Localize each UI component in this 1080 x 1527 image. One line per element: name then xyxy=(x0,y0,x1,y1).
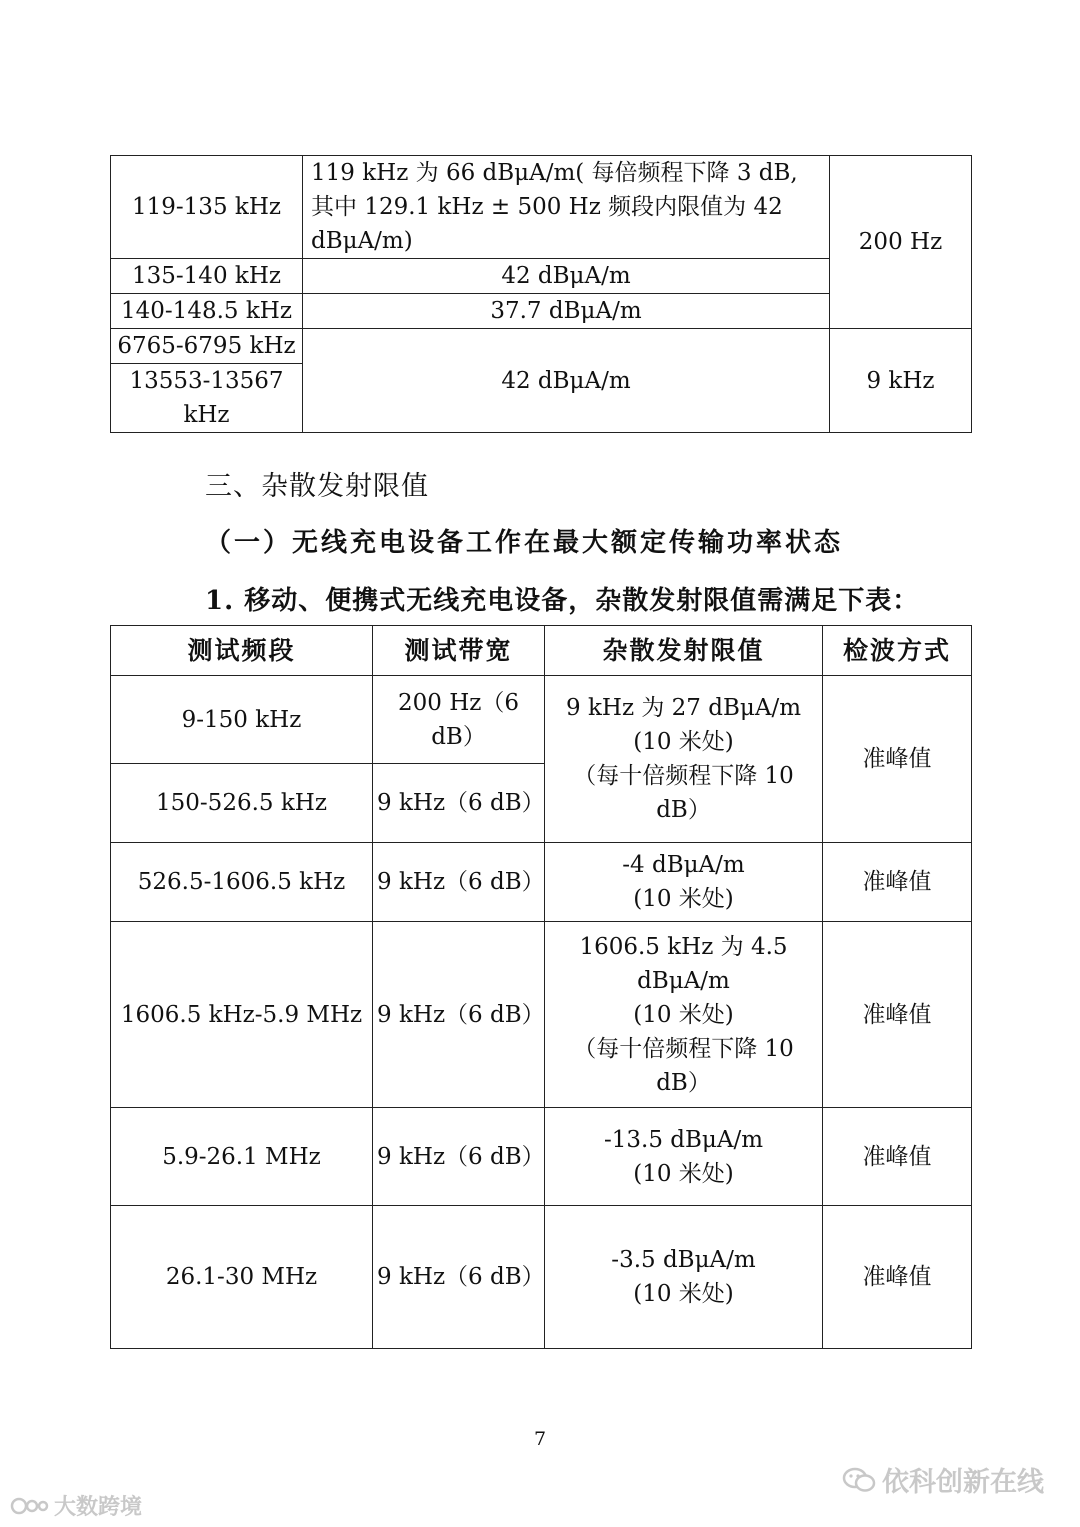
limit-line: 其中 129.1 kHz ± 500 Hz 频段内限值为 42 xyxy=(311,194,783,220)
watermark-left xyxy=(10,1490,142,1521)
table1-cell-band: 140-148.5 kHz xyxy=(111,294,303,329)
limit-line: dBμA/m xyxy=(637,967,730,994)
table1-cell-bandwidth: 9 kHz xyxy=(830,329,972,433)
cell-bandwidth: 9 kHz（6 dB） xyxy=(373,764,545,843)
table1-cell-limit: 42 dBμA/m xyxy=(303,259,830,294)
spurious-emission-limit-table xyxy=(110,625,972,1349)
limit-line: -3.5 dBμA/m xyxy=(611,1247,756,1273)
table1-cell-band xyxy=(111,364,303,433)
cell-limit xyxy=(545,1108,823,1206)
table-row xyxy=(111,1206,972,1349)
table1-cell-band: 135-140 kHz xyxy=(111,259,303,294)
table-row xyxy=(111,1108,972,1206)
wechat-icon xyxy=(842,1466,876,1494)
cell-band: 150-526.5 kHz xyxy=(111,764,373,843)
cell-bandwidth xyxy=(373,676,545,764)
limit-line: （每十倍频程下降 10 xyxy=(573,1035,794,1062)
table-row xyxy=(111,843,972,922)
limit-line: -13.5 dBμA/m xyxy=(603,1126,764,1153)
band-line: 13553-13567 xyxy=(129,368,284,394)
cell-limit xyxy=(545,922,823,1108)
limit-line: -4 dBμA/m xyxy=(622,852,745,878)
page-number: 7 xyxy=(533,1428,547,1450)
limit-line: dB） xyxy=(656,1069,711,1096)
table1-cell-limit xyxy=(303,156,830,259)
cell-band: 26.1-30 MHz xyxy=(111,1206,373,1349)
cell-detector: 准峰值 xyxy=(823,1108,972,1206)
watermark-right xyxy=(842,1460,1044,1499)
table-row xyxy=(111,676,972,764)
limit-line: (10 米处) xyxy=(633,1001,734,1028)
cell-limit xyxy=(545,1206,823,1349)
band-line: kHz xyxy=(183,402,230,428)
cell-limit xyxy=(545,843,823,922)
cell-detector: 准峰值 xyxy=(823,922,972,1108)
section-heading: 三、杂散发射限值 xyxy=(205,471,429,502)
cell-band: 5.9-26.1 MHz xyxy=(111,1108,373,1206)
table-header-row xyxy=(111,626,972,676)
bandwidth-line: 200 Hz（6 xyxy=(397,689,520,716)
item-heading: 1. 移动、便携式无线充电设备，杂散发射限值需满足下表： xyxy=(205,586,920,616)
cell-band: 9-150 kHz xyxy=(111,676,373,764)
cell-detector: 准峰值 xyxy=(823,843,972,922)
header-spurious-limit: 杂散发射限值 xyxy=(545,626,823,676)
header-detector: 检波方式 xyxy=(823,626,972,676)
limit-line: (10 米处) xyxy=(633,1160,734,1187)
cell-bandwidth: 9 kHz（6 dB） xyxy=(373,843,545,922)
limit-line: (10 米处) xyxy=(633,729,734,755)
limit-line: (10 米处) xyxy=(633,1281,734,1307)
cell-bandwidth: 9 kHz（6 dB） xyxy=(373,1206,545,1349)
limit-line: 9 kHz 为 27 dBμA/m xyxy=(566,695,801,721)
limit-line: dBμA/m) xyxy=(311,228,413,254)
limit-line: (10 米处) xyxy=(633,886,734,912)
header-test-band: 测试频段 xyxy=(111,626,373,676)
limit-line: 1606.5 kHz 为 4.5 xyxy=(579,933,788,960)
cell-band: 1606.5 kHz-5.9 MHz xyxy=(111,922,373,1108)
cell-detector: 准峰值 xyxy=(823,1206,972,1349)
frequency-limit-table-continued xyxy=(110,155,972,433)
table1-cell-limit: 42 dBμA/m xyxy=(303,329,830,433)
brand-logo-icon xyxy=(10,1495,50,1517)
table1-cell-band: 119-135 kHz xyxy=(111,156,303,259)
table1-cell-bandwidth: 200 Hz xyxy=(830,156,972,329)
cell-band: 526.5-1606.5 kHz xyxy=(111,843,373,922)
limit-line: dB） xyxy=(656,797,711,823)
limit-line: （每十倍频程下降 10 xyxy=(573,763,794,789)
table1-cell-band: 6765-6795 kHz xyxy=(111,329,303,364)
bandwidth-line: dB） xyxy=(431,723,486,750)
cell-limit xyxy=(545,676,823,843)
table-row xyxy=(111,922,972,1108)
cell-bandwidth: 9 kHz（6 dB） xyxy=(373,922,545,1108)
cell-detector: 准峰值 xyxy=(823,676,972,843)
header-test-bandwidth: 测试带宽 xyxy=(373,626,545,676)
cell-bandwidth: 9 kHz（6 dB） xyxy=(373,1108,545,1206)
watermark-right-text: 依科创新在线 xyxy=(882,1467,1044,1498)
limit-line: 119 kHz 为 66 dBμA/m( 每倍频程下降 3 dB, xyxy=(311,160,798,186)
table1-cell-limit: 37.7 dBμA/m xyxy=(303,294,830,329)
sub-heading: （一）无线充电设备工作在最大额定传输功率状态 xyxy=(205,528,844,558)
watermark-left-text: 大数跨境 xyxy=(54,1495,143,1520)
